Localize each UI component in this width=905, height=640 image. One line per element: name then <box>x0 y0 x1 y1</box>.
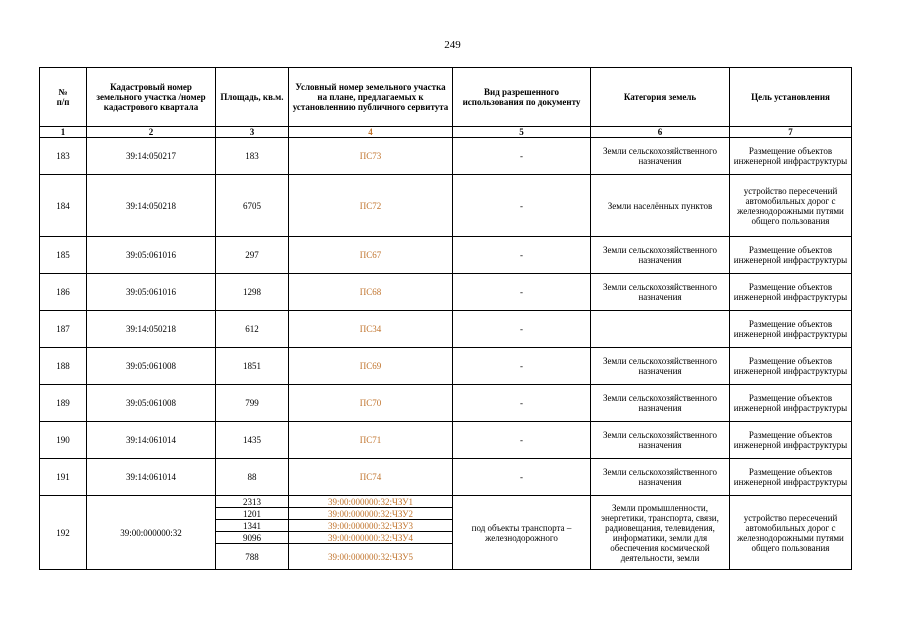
table-row <box>40 175 852 237</box>
cell-area: 88 <box>216 459 289 496</box>
cell-cad: 39:05:061008 <box>87 348 216 385</box>
cell-use: под объекты транспорта – железнодорожного <box>453 496 591 570</box>
header-land-category: Категория земель <box>591 68 730 127</box>
col-num: 5 <box>453 127 591 138</box>
cell-n: 186 <box>40 274 87 311</box>
cell-area: 788 <box>216 544 289 570</box>
cell-n: 189 <box>40 385 87 422</box>
cell-cat: Земли сельскохозяйственного назначения <box>591 385 730 422</box>
cell-n: 184 <box>40 175 87 237</box>
col-num: 2 <box>87 127 216 138</box>
col-num: 4 <box>289 127 453 138</box>
cell-n: 187 <box>40 311 87 348</box>
cell-goal: устройство пересечений автомобильных дорог с железнодорожными путями общего пользования <box>730 175 852 237</box>
cell-use: - <box>453 348 591 385</box>
cell-use: - <box>453 274 591 311</box>
cell-cond: 39:00:000000:32:ЧЗУ4 <box>289 532 453 544</box>
header-number: № п/п <box>40 68 87 127</box>
cell-goal: Размещение объектов инженерной инфраструктуры <box>730 348 852 385</box>
cell-goal: Размещение объектов инженерной инфраструктуры <box>730 459 852 496</box>
table-row <box>40 496 852 508</box>
cell-goal: Размещение объектов инженерной инфраструктуры <box>730 274 852 311</box>
cell-cond: ПС71 <box>289 422 453 459</box>
cell-cat: Земли населённых пунктов <box>591 175 730 237</box>
cell-goal: Размещение объектов инженерной инфраструктуры <box>730 385 852 422</box>
cell-cond: 39:00:000000:32:ЧЗУ3 <box>289 520 453 532</box>
cell-cat: Земли сельскохозяйственного назначения <box>591 348 730 385</box>
cell-use: - <box>453 459 591 496</box>
cell-cond: ПС69 <box>289 348 453 385</box>
cell-area: 1341 <box>216 520 289 532</box>
cell-goal: устройство пересечений автомобильных дорог с железнодорожными путями общего пользования <box>730 496 852 570</box>
cell-cat: Земли сельскохозяйственного назначения <box>591 274 730 311</box>
table-row <box>40 459 852 496</box>
cell-cond: ПС73 <box>289 138 453 175</box>
table-row <box>40 138 852 175</box>
cell-cad: 39:14:061014 <box>87 422 216 459</box>
cell-area: 183 <box>216 138 289 175</box>
cell-use: - <box>453 422 591 459</box>
cell-cad: 39:14:050217 <box>87 138 216 175</box>
cell-cond: ПС74 <box>289 459 453 496</box>
cell-cat: Земли сельскохозяйственного назначения <box>591 138 730 175</box>
cell-cad: 39:00:000000:32 <box>87 496 216 570</box>
cell-cat: Земли сельскохозяйственного назначения <box>591 422 730 459</box>
cell-cond: ПС67 <box>289 237 453 274</box>
cell-n: 185 <box>40 237 87 274</box>
cell-area: 6705 <box>216 175 289 237</box>
cell-use: - <box>453 175 591 237</box>
cell-cond: 39:00:000000:32:ЧЗУ5 <box>289 544 453 570</box>
cell-area: 297 <box>216 237 289 274</box>
table-row <box>40 237 852 274</box>
table-body <box>40 138 852 570</box>
col-num: 1 <box>40 127 87 138</box>
cell-area: 612 <box>216 311 289 348</box>
cell-cad: 39:05:061016 <box>87 274 216 311</box>
cell-cond: ПС72 <box>289 175 453 237</box>
cell-n: 191 <box>40 459 87 496</box>
cell-cat <box>591 311 730 348</box>
cell-use: - <box>453 237 591 274</box>
cell-area: 2313 <box>216 496 289 508</box>
cell-goal: Размещение объектов инженерной инфраструктуры <box>730 311 852 348</box>
table-row <box>40 385 852 422</box>
cell-cond: 39:00:000000:32:ЧЗУ2 <box>289 508 453 520</box>
header-area: Площадь, кв.м. <box>216 68 289 127</box>
cell-goal: Размещение объектов инженерной инфраструктуры <box>730 237 852 274</box>
easement-table <box>39 67 852 570</box>
table-row <box>40 274 852 311</box>
cell-use: - <box>453 311 591 348</box>
cell-cond: ПС68 <box>289 274 453 311</box>
cell-cad: 39:14:050218 <box>87 175 216 237</box>
cell-n: 183 <box>40 138 87 175</box>
table-row <box>40 311 852 348</box>
cell-cat: Земли сельскохозяйственного назначения <box>591 459 730 496</box>
cell-use: - <box>453 138 591 175</box>
cell-area: 799 <box>216 385 289 422</box>
table-row <box>40 422 852 459</box>
table-row <box>40 348 852 385</box>
col-num: 6 <box>591 127 730 138</box>
cell-area: 9096 <box>216 532 289 544</box>
cell-n: 188 <box>40 348 87 385</box>
header-cadastral: Кадастровый номер земельного участка /номер кадастрового квартала <box>87 68 216 127</box>
cell-area: 1435 <box>216 422 289 459</box>
column-number-row <box>40 127 852 138</box>
cell-area: 1851 <box>216 348 289 385</box>
header-conditional-number: Условный номер земельного участка на плане, предлагаемых к установленнию публичного сервитута <box>289 68 453 127</box>
cell-cond: ПС70 <box>289 385 453 422</box>
cell-area: 1298 <box>216 274 289 311</box>
header-purpose: Цель установления <box>730 68 852 127</box>
cell-cad: 39:05:061008 <box>87 385 216 422</box>
col-num: 7 <box>730 127 852 138</box>
header-row <box>40 68 852 127</box>
cell-cad: 39:14:050218 <box>87 311 216 348</box>
page-number: 249 <box>444 39 461 51</box>
cell-cad: 39:05:061016 <box>87 237 216 274</box>
cell-use: - <box>453 385 591 422</box>
cell-area: 1201 <box>216 508 289 520</box>
header-permitted-use: Вид разрешенного использования по документу <box>453 68 591 127</box>
cell-n: 190 <box>40 422 87 459</box>
col-num: 3 <box>216 127 289 138</box>
cell-goal: Размещение объектов инженерной инфраструктуры <box>730 422 852 459</box>
cell-n: 192 <box>40 496 87 570</box>
cell-goal: Размещение объектов инженерной инфраструктуры <box>730 138 852 175</box>
cell-cad: 39:14:061014 <box>87 459 216 496</box>
cell-cond: ПС34 <box>289 311 453 348</box>
cell-cat: Земли сельскохозяйственного назначения <box>591 237 730 274</box>
cell-cond: 39:00:000000:32:ЧЗУ1 <box>289 496 453 508</box>
cell-cat: Земли промышленности, энергетики, транспорта, связи, радиовещания, телевидения, информатики, земли для обеспечения космической деятельности, земли <box>591 496 730 570</box>
